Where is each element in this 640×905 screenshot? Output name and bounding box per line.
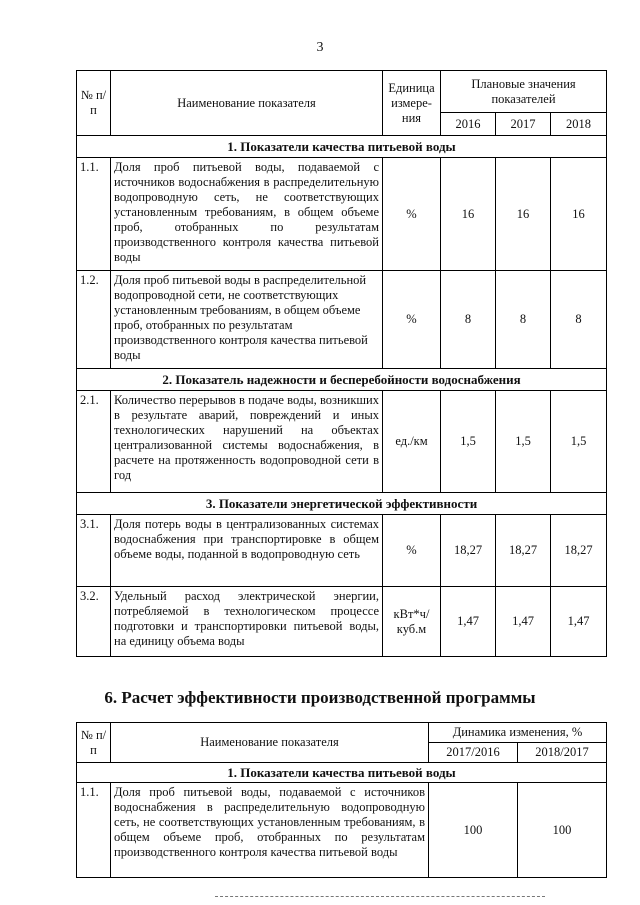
table-row [77,391,607,493]
row-unit: % [383,158,441,271]
efficiency-table [76,722,607,878]
row-value: 18,27 [551,515,607,587]
row-value: 18,27 [496,515,551,587]
table-row [77,271,607,369]
row-name: Доля проб питьевой воды, подаваемой с источников водоснабжения в распределительную водопроводную сеть, не соответствующих установленным требованиям, в общем объеме проб, отобранных по результатам производственного контроля качества питьевой воды [111,158,383,271]
row-value: 1,5 [441,391,496,493]
page-number: 3 [316,40,324,55]
row-value: 18,27 [441,515,496,587]
row-name: Удельный расход электрической энергии, потребляемой в технологическом процессе подготовки и транспортировки питьевой воды, на единицу объема воды [111,587,383,657]
row-unit: ед./км [383,391,441,493]
table-row [77,783,607,878]
row-value: 16 [551,158,607,271]
header-name: Наименование показателя [111,723,429,763]
table-row [77,587,607,657]
page-bottom-edge [215,896,545,897]
header-dynamics: Динамика изменения, % [429,723,607,743]
header-year: 2016 [441,113,496,136]
header-period: 2017/2016 [429,743,518,763]
header-plan: Плановые значения показателей [441,71,607,113]
header-name: Наименование показателя [111,71,383,136]
header-num: № п/п [77,71,111,136]
row-unit: кВт*ч/ куб.м [383,587,441,657]
header-unit: Единица измере-ния [383,71,441,136]
table-row [77,515,607,587]
row-value: 1,47 [496,587,551,657]
row-name: Доля проб питьевой воды в распределительной водопроводной сети, не соответствующих установленным требованиям, в общем объеме проб, отобранных по результатам производственного контроля качества питьевой воды [111,271,383,369]
row-unit: % [383,515,441,587]
row-num: 2.1. [77,391,111,493]
section-heading: 6. Расчет эффективности производственной программы [104,688,536,707]
row-value: 100 [429,783,518,878]
header-period: 2018/2017 [518,743,607,763]
row-value: 8 [496,271,551,369]
row-num: 1.1. [77,783,111,878]
row-name: Доля потерь воды в централизованных системах водоснабжения при транспортировке в общем объеме воды, поданной в водопроводную сеть [111,515,383,587]
table-row [77,158,607,271]
section-title: 3. Показатели энергетической эффективности [77,493,607,515]
row-name: Количество перерывов в подаче воды, возникших в результате аварий, повреждений и иных технологических нарушений на объектах централизованной системы водоснабжения, в расчете на протяженность водопроводной сети в год [111,391,383,493]
section-title: 1. Показатели качества питьевой воды [77,763,607,783]
row-value: 8 [551,271,607,369]
row-name: Доля проб питьевой воды, подаваемой с источников водоснабжения в распределительную водопроводную сеть, не соответствующих установленным требованиям, в общем объеме проб, отобранных по результатам производственного контроля качества питьевой воды [111,783,429,878]
row-value: 8 [441,271,496,369]
plan-indicators-table [76,70,607,657]
row-unit: % [383,271,441,369]
row-value: 1,47 [551,587,607,657]
row-value: 1,5 [551,391,607,493]
row-value: 1,5 [496,391,551,493]
row-num: 3.1. [77,515,111,587]
header-year: 2018 [551,113,607,136]
header-year: 2017 [496,113,551,136]
row-value: 1,47 [441,587,496,657]
row-value: 100 [518,783,607,878]
row-num: 3.2. [77,587,111,657]
row-value: 16 [441,158,496,271]
row-num: 1.2. [77,271,111,369]
header-num: № п/п [77,723,111,763]
row-num: 1.1. [77,158,111,271]
row-value: 16 [496,158,551,271]
section-title: 2. Показатель надежности и бесперебойности водоснабжения [77,369,607,391]
section-title: 1. Показатели качества питьевой воды [77,136,607,158]
